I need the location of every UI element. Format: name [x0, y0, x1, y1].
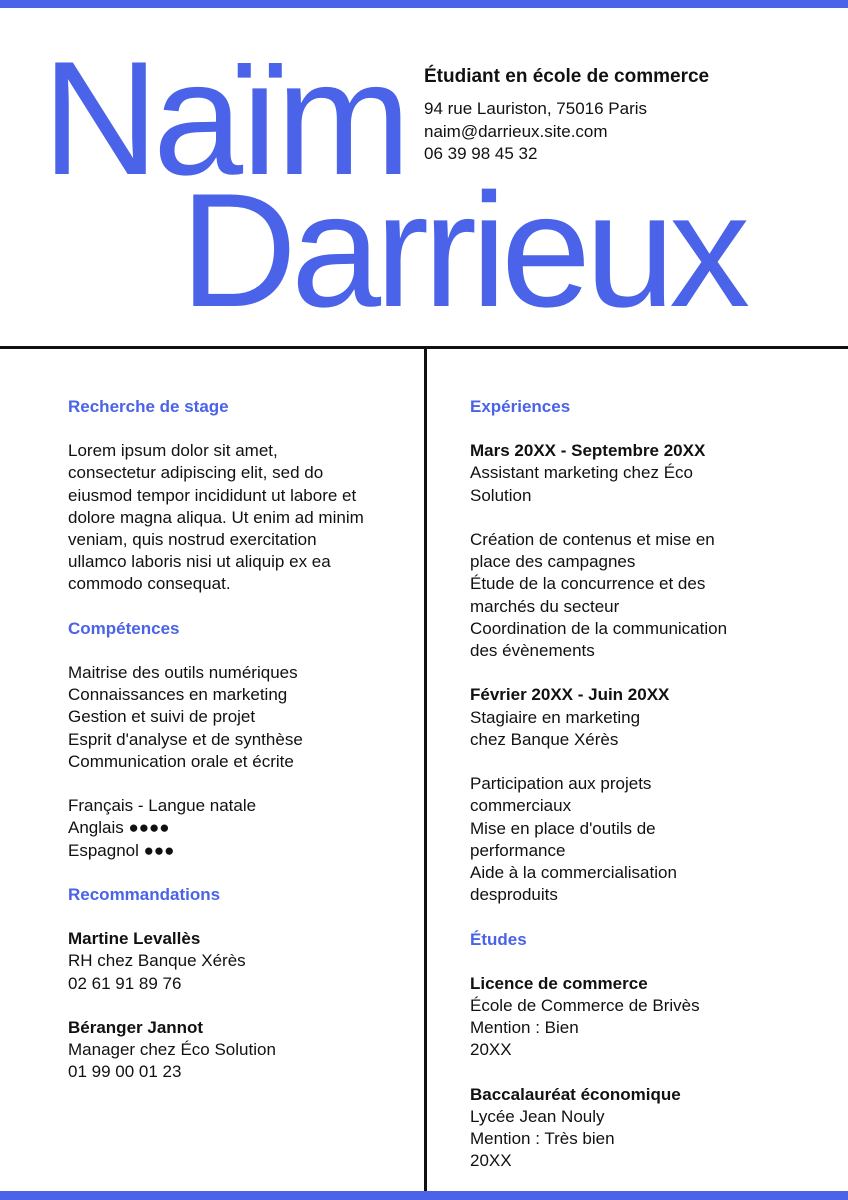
contact-block: [424, 66, 824, 166]
experience-header: [470, 684, 810, 751]
text-line: consectetur adipiscing elit, sed do: [68, 463, 324, 483]
school-name: École de Commerce de Brivès: [470, 996, 700, 1016]
degree-mention: Mention : Bien: [470, 1018, 579, 1038]
list-item: Esprit d'analyse et de synthèse: [68, 729, 303, 749]
degree-year: 20XX: [470, 1040, 512, 1060]
section-title-stage: Recherche de stage: [68, 397, 229, 416]
list-item: Espagnol ●●●: [68, 840, 175, 860]
experience-period: Février 20XX - Juin 20XX: [470, 685, 670, 705]
top-accent-bar: [0, 0, 848, 8]
job-title: Étudiant en école de commerce: [424, 66, 710, 87]
list-item: Gestion et suivi de projet: [68, 707, 256, 727]
experience-position: Solution: [470, 485, 532, 505]
vertical-divider: [424, 349, 427, 1191]
degree-year: 20XX: [470, 1151, 512, 1171]
list-item: Communication orale et écrite: [68, 751, 294, 771]
text-line: dolore magna aliqua. Ut enim ad minim: [68, 507, 364, 527]
list-item: Français - Langue natale: [68, 796, 257, 816]
bottom-accent-bar: [0, 1191, 848, 1200]
text-line: ullamco laboris nisi ut aliquip ex ea: [68, 552, 331, 572]
task-line: desproduits: [470, 885, 558, 905]
experience-header: [470, 440, 810, 507]
task-line: Aide à la commercialisation: [470, 863, 677, 883]
task-line: Participation aux projets: [470, 774, 652, 794]
text-line: eiusmod tempor incididunt ut labore et: [68, 485, 357, 505]
recommender-name: Béranger Jannot: [68, 1018, 204, 1038]
experience-position: Stagiaire en marketing: [470, 707, 641, 727]
text-line: veniam, quis nostrud exercitation: [68, 530, 317, 550]
experience-position: chez Banque Xérès: [470, 729, 619, 749]
experience-period: Mars 20XX - Septembre 20XX: [470, 441, 706, 461]
education-entry: [470, 973, 810, 1062]
address: 94 rue Lauriston, 75016 Paris: [424, 99, 648, 118]
task-line: Coordination de la communication: [470, 618, 728, 638]
degree-name: Baccalauréat économique: [470, 1084, 681, 1104]
experience-tasks: [470, 529, 810, 662]
phone: 06 39 98 45 32: [424, 144, 538, 163]
task-line: marchés du secteur: [470, 596, 620, 616]
recommendation-entry: [68, 1017, 408, 1084]
languages-list: [68, 795, 408, 862]
section-title-skills: Compétences: [68, 618, 180, 638]
degree-mention: Mention : Très bien: [470, 1129, 615, 1149]
experience-position: Assistant marketing chez Éco: [470, 463, 693, 483]
school-name: Lycée Jean Nouly: [470, 1107, 605, 1127]
stage-description: [68, 440, 408, 595]
left-column: [68, 396, 408, 1106]
task-line: Création de contenus et mise en: [470, 530, 715, 549]
recommender-role: Manager chez Éco Solution: [68, 1040, 276, 1060]
list-item: Connaissances en marketing: [68, 685, 288, 705]
right-column: [470, 396, 810, 1195]
text-line: commodo consequat.: [68, 574, 231, 594]
recommendation-entry: [68, 928, 408, 995]
task-line: place des campagnes: [470, 552, 636, 572]
task-line: des évènements: [470, 641, 595, 661]
task-line: commerciaux: [470, 796, 572, 816]
last-name: Darrieux: [180, 160, 745, 341]
section-title-education: Études: [470, 929, 527, 949]
section-title-experiences: Expériences: [470, 397, 571, 416]
first-name: Naïm: [42, 28, 406, 209]
email[interactable]: naim@darrieux.site.com: [424, 121, 608, 141]
recommender-role: RH chez Banque Xérès: [68, 951, 246, 971]
experience-tasks: [470, 773, 810, 906]
recommender-phone: 02 61 91 89 76: [68, 973, 182, 993]
task-line: Mise en place d'outils de: [470, 818, 656, 838]
task-line: Étude de la concurrence et des: [470, 574, 706, 594]
skills-list: [68, 662, 408, 773]
task-line: performance: [470, 840, 566, 860]
text-line: Lorem ipsum dolor sit amet,: [68, 441, 278, 461]
degree-name: Licence de commerce: [470, 973, 648, 993]
recommender-name: Martine Levallès: [68, 929, 201, 949]
list-item: Maitrise des outils numériques: [68, 663, 298, 683]
education-entry: [470, 1084, 810, 1173]
list-item: Anglais ●●●●: [68, 818, 170, 838]
section-title-recommendations: Recommandations: [68, 885, 221, 905]
recommender-phone: 01 99 00 01 23: [68, 1062, 182, 1082]
